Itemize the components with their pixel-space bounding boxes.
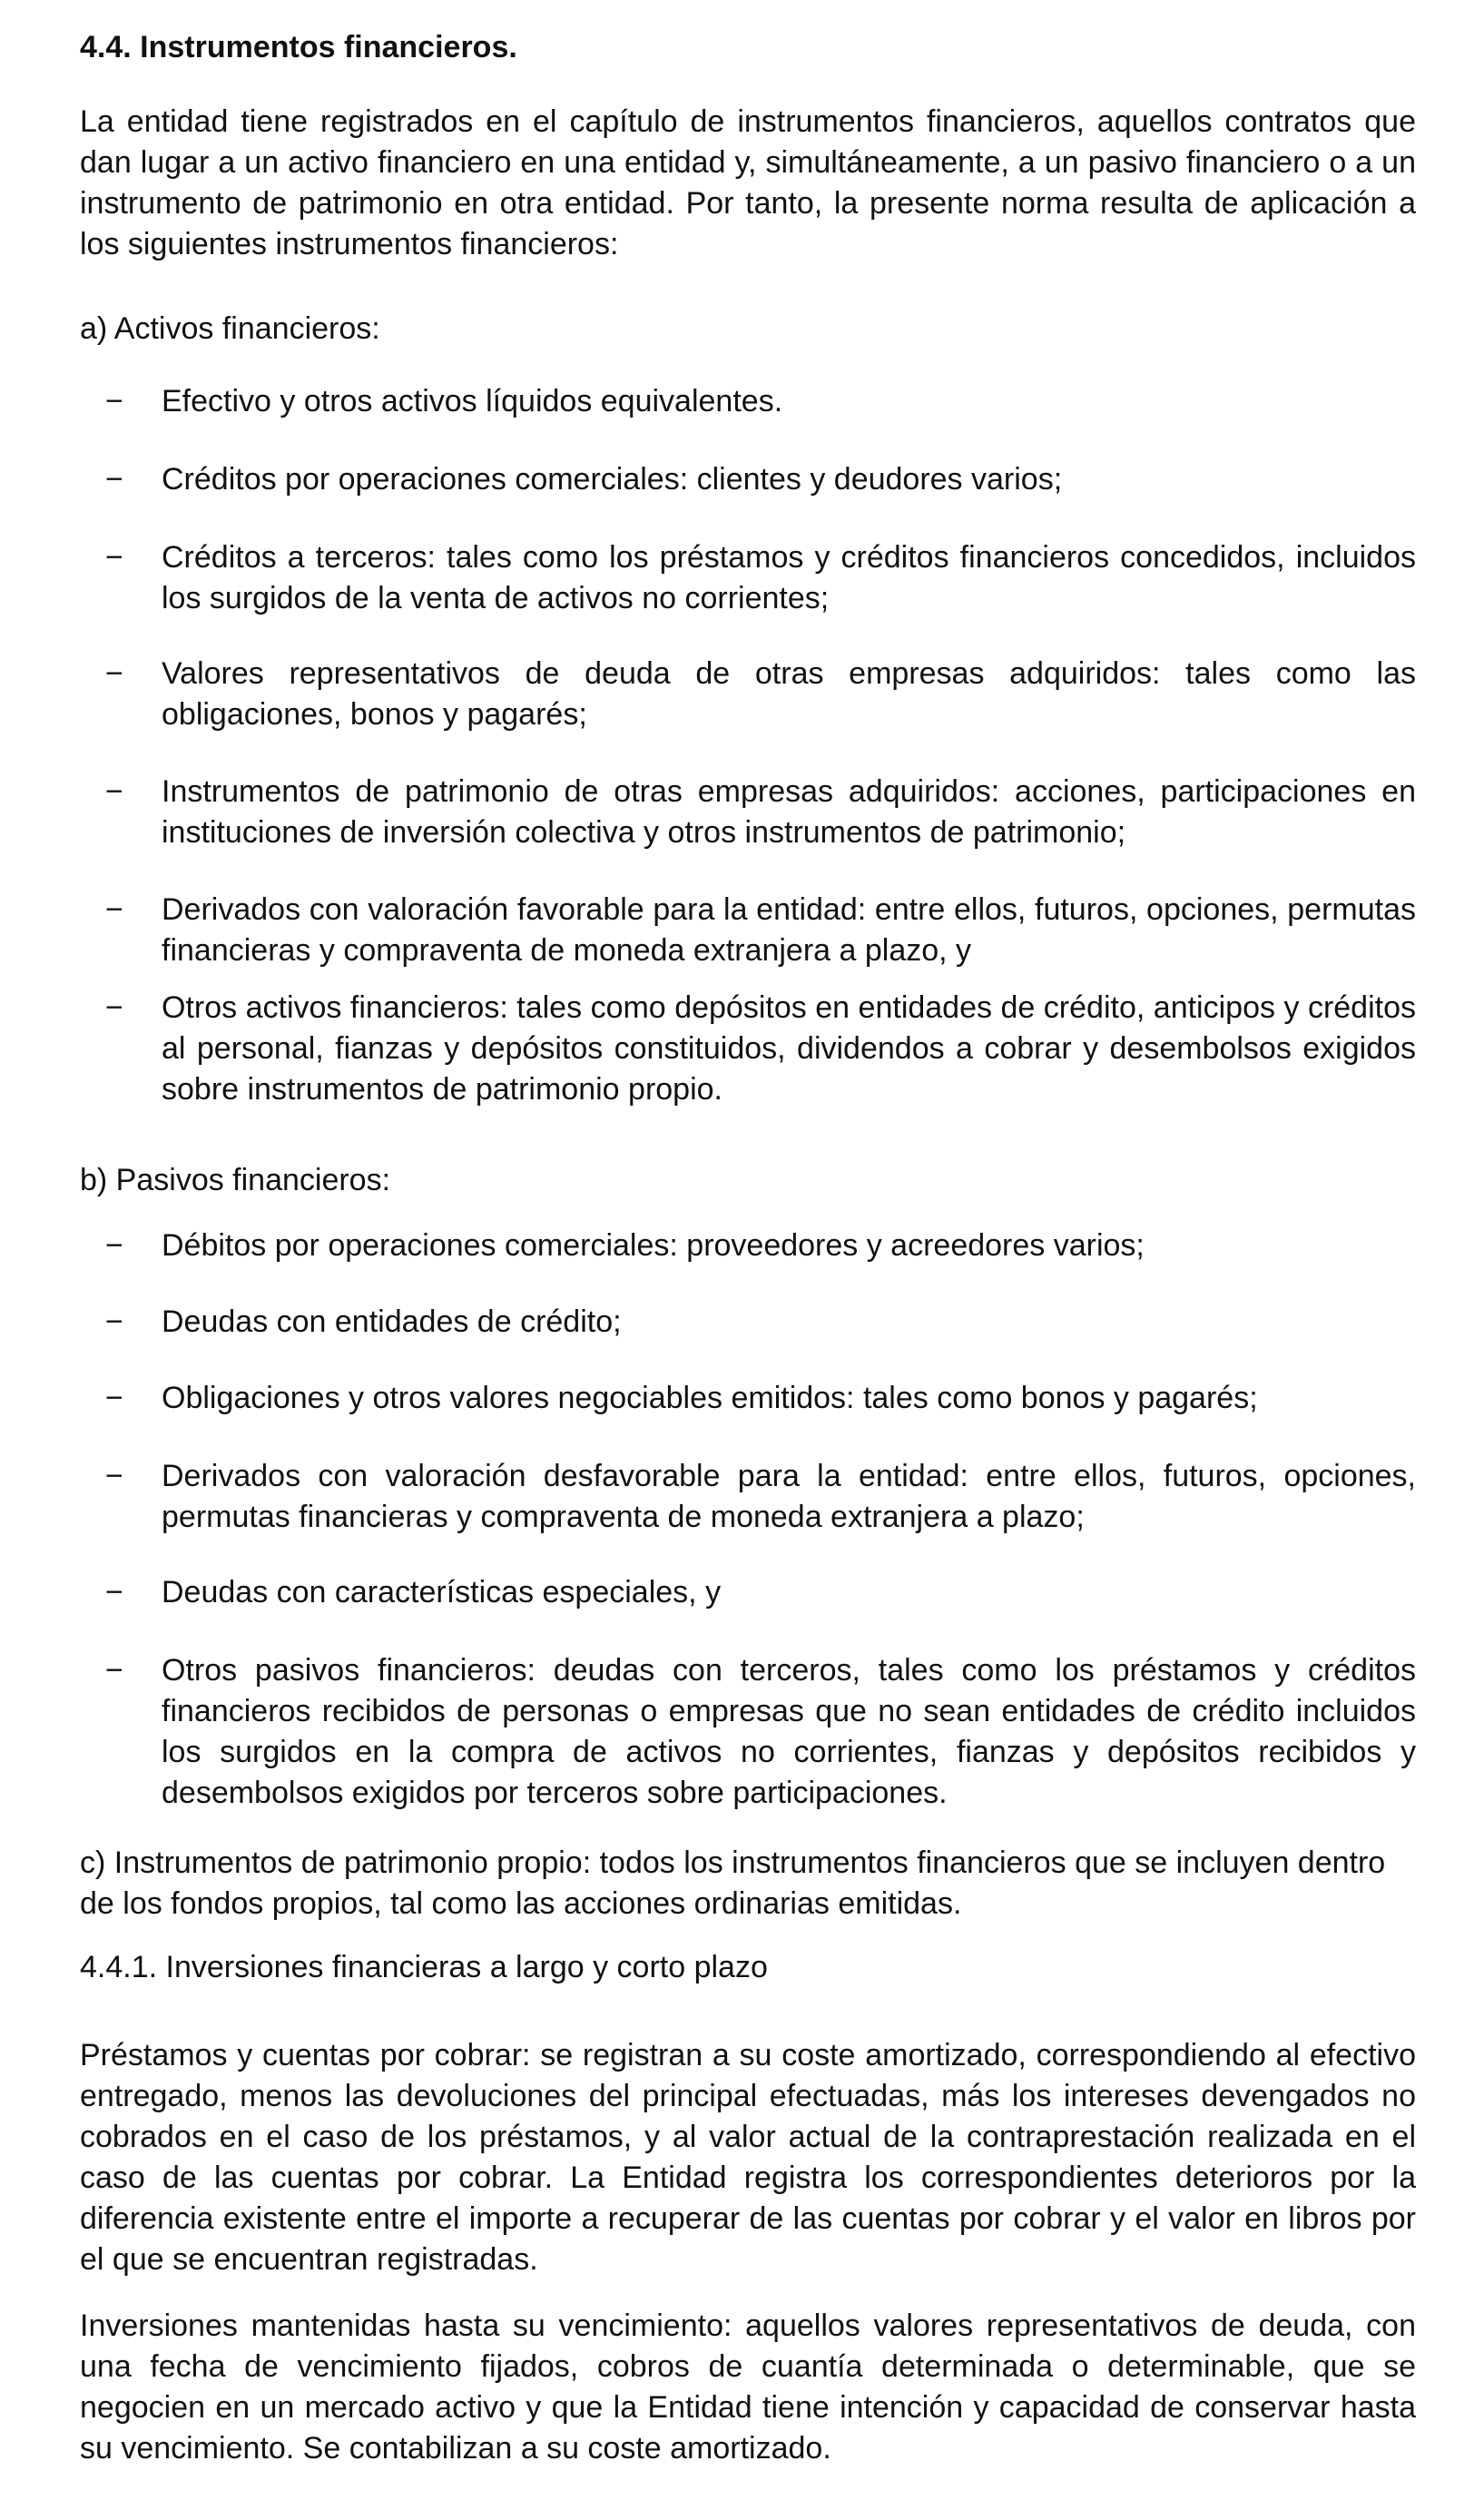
dash-bullet: − <box>105 1228 123 1263</box>
list-item: − Derivados con valoración favorable para la entidad: entre ellos, futuros, opciones, permutas financieras y compraventa de moneda extranjera a plazo, y <box>80 890 1416 971</box>
dash-bullet: − <box>105 1653 123 1688</box>
dash-bullet: − <box>105 1459 123 1493</box>
dash-bullet: − <box>105 384 123 418</box>
subsection-heading: 4.4.1. Inversiones financieras a largo y corto plazo <box>80 1950 768 1984</box>
dash-bullet: − <box>105 1575 123 1609</box>
dash-bullet: − <box>105 1381 123 1415</box>
patrimonio-paragraph: c) Instrumentos de patrimonio propio: todos los instrumentos financieros que se incluyen dentro de los fondos propios, tal como las acciones ordinarias emitidas. <box>80 1846 1386 1921</box>
dash-bullet: − <box>105 540 123 575</box>
dash-bullet: − <box>105 774 123 809</box>
dash-bullet: − <box>105 892 123 927</box>
inversiones-paragraph: Inversiones mantenidas hasta su vencimiento: aquellos valores representativos de deuda, con una fecha de vencimiento fijados, cobros de cuantía determinada o determinable, que se negocien en un mercado activo y que la Entidad tiene intención y capacidad de conservar hasta su vencimiento. Se contabilizan a su coste amortizado. <box>80 2308 1416 2466</box>
list-item: − Obligaciones y otros valores negociables emitidos: tales como bonos y pagarés; <box>80 1378 1416 1419</box>
list-item: − Créditos a terceros: tales como los préstamos y créditos financieros concedidos, incluidos los surgidos de la venta de activos no corrientes; <box>80 537 1416 619</box>
list-item: − Efectivo y otros activos líquidos equivalentes. <box>80 381 1416 422</box>
list-item: − Instrumentos de patrimonio de otras empresas adquiridos: acciones, participaciones en instituciones de inversión colectiva y otros instrumentos de patrimonio; <box>80 772 1416 853</box>
list-item: − Otros pasivos financieros: deudas con terceros, tales como los préstamos y créditos financieros recibidos de personas o empresas que no sean entidades de crédito incluidos los surgidos en la compra de activos no corrientes, fianzas y depósitos recibidos y desembolsos exigidos por terceros sobre participaciones. <box>80 1650 1416 1814</box>
section-heading: 4.4. Instrumentos financieros. <box>80 30 517 64</box>
dash-bullet: − <box>105 990 123 1025</box>
pasivos-label: b) Pasivos financieros: <box>80 1163 391 1197</box>
list-item: − Derivados con valoración desfavorable para la entidad: entre ellos, futuros, opciones, permutas financieras y compraventa de moneda extranjera a plazo; <box>80 1456 1416 1538</box>
list-item: − Otros activos financieros: tales como depósitos en entidades de crédito, anticipos y créditos al personal, fianzas y depósitos constituidos, dividendos a cobrar y desembolsos exigidos sobre instrumentos de patrimonio propio. <box>80 988 1416 1110</box>
list-item: − Créditos por operaciones comerciales: clientes y deudores varios; <box>80 459 1416 500</box>
dash-bullet: − <box>105 462 123 497</box>
list-item: − Deudas con características especiales, y <box>80 1572 1416 1613</box>
intro-paragraph: La entidad tiene registrados en el capítulo de instrumentos financieros, aquellos contratos que dan lugar a un activo financiero en una entidad y, simultáneamente, a un pasivo financiero o a un instrumento de patrimonio en otra entidad. Por tanto, la presente norma resulta de aplicación a los siguientes instrumentos financieros: <box>80 104 1416 261</box>
dash-bullet: − <box>105 656 123 691</box>
prestamos-paragraph: Préstamos y cuentas por cobrar: se registran a su coste amortizado, correspondiendo al efectivo entregado, menos las devoluciones del principal efectuadas, más los intereses devengados no cobrados en el caso de los préstamos, y al valor actual de la contraprestación realizada en el caso de las cuentas por cobrar. La Entidad registra los correspondientes deterioros por la diferencia existente entre el importe a recuperar de las cuentas por cobrar y el valor en libros por el que se encuentran registradas. <box>80 2038 1416 2277</box>
list-item: − Deudas con entidades de crédito; <box>80 1302 1416 1343</box>
list-item: − Valores representativos de deuda de otras empresas adquiridos: tales como las obligaciones, bonos y pagarés; <box>80 654 1416 735</box>
list-item: − Débitos por operaciones comerciales: proveedores y acreedores varios; <box>80 1226 1416 1266</box>
activos-label: a) Activos financieros: <box>80 311 380 346</box>
dash-bullet: − <box>105 1304 123 1339</box>
